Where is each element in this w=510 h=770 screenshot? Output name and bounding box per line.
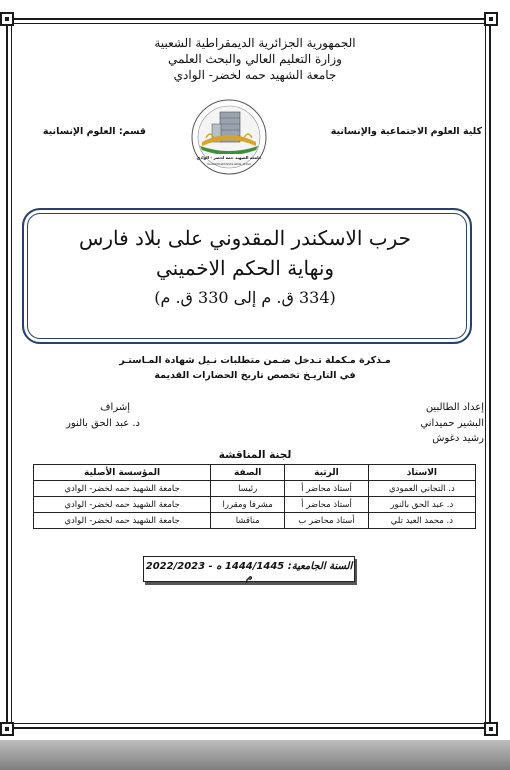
cell-rank: أستاذ محاضر أ xyxy=(285,497,369,513)
viewer-bottom-bar xyxy=(0,740,510,770)
column-header-rank: الرتبة xyxy=(285,465,369,481)
thesis-title-line-1: حرب الاسكندر المقدوني على بلاد فارس xyxy=(78,226,412,250)
academic-year: السنة الجامعية: 1444/1445 ه - 2022/2023 م xyxy=(145,561,353,583)
column-header-professor: الاستاذ xyxy=(368,465,475,481)
table-row xyxy=(34,513,476,529)
thesis-title-dates: (334 ق. م إلى 330 ق. م) xyxy=(154,288,336,307)
table-header-row xyxy=(34,465,476,481)
table-row xyxy=(34,497,476,513)
cell-institution: جامعة الشهيد حمه لخضر- الوادي xyxy=(34,513,211,529)
faculty-name: كلية العلوم الاجتماعية والإنسانية xyxy=(330,126,482,137)
corner-ornament xyxy=(484,722,498,736)
supervision-label: إشراف xyxy=(100,402,130,413)
cell-rank: أستاذ محاضر أ xyxy=(285,481,369,497)
department-name: قسم: العلوم الإنسانية xyxy=(42,126,146,137)
cell-role: مناقشا xyxy=(211,513,285,529)
committee-title: لجنة المناقشة xyxy=(218,449,292,461)
student-name: البشير حميداني xyxy=(420,418,484,429)
logo-text-latin: Université Echahid Hamma Lakhdar - El-Oued xyxy=(207,163,267,166)
supervisor-name: د. عبد الحق بالنور xyxy=(66,418,140,429)
cell-institution: جامعة الشهيد حمه لخضر- الوادي xyxy=(34,481,211,497)
cell-role: مشرفا ومقررا xyxy=(211,497,285,513)
column-header-role: الصفة xyxy=(211,465,285,481)
corner-ornament xyxy=(0,722,14,736)
cell-institution: جامعة الشهيد حمه لخضر- الوادي xyxy=(34,497,211,513)
committee-table xyxy=(33,464,476,529)
header-republic: الجمهورية الجزائرية الديمقراطية الشعبية xyxy=(154,36,356,50)
cell-professor: د. محمد العيد تلي xyxy=(368,513,475,529)
memo-specialty: في التاريـخ تخصص تاريخ الحضارات القديمة xyxy=(154,370,356,381)
corner-ornament xyxy=(484,12,498,26)
student-name: رشيد دغوش xyxy=(432,433,484,444)
header-ministry: وزارة التعليم العالي والبحث العلمي xyxy=(168,52,342,66)
logo-text-arabic: جامعة الشهيد حمه لخضر - الوادي xyxy=(196,155,262,160)
cell-rank: أستاذ محاضر ب xyxy=(285,513,369,529)
header-university: جامعة الشهيد حمه لخضر- الوادي xyxy=(173,68,337,82)
memo-description: مـذكرة مـكملة تـدخل ضـمن متطلبات نـيل شهادة المـاستـر xyxy=(119,355,391,366)
prepared-by-label: إعداد الطالبين xyxy=(425,402,484,413)
university-logo-emblem xyxy=(190,98,268,176)
thesis-title-line-2: ونهاية الحكم الاخميني xyxy=(155,256,335,280)
cell-professor: د. التجاني العمودي xyxy=(368,481,475,497)
cell-professor: د. عبد الحق بالنور xyxy=(368,497,475,513)
table-row xyxy=(34,481,476,497)
cell-role: رئيسا xyxy=(211,481,285,497)
column-header-institution: المؤسسة الأصلية xyxy=(34,465,211,481)
corner-ornament xyxy=(0,12,14,26)
